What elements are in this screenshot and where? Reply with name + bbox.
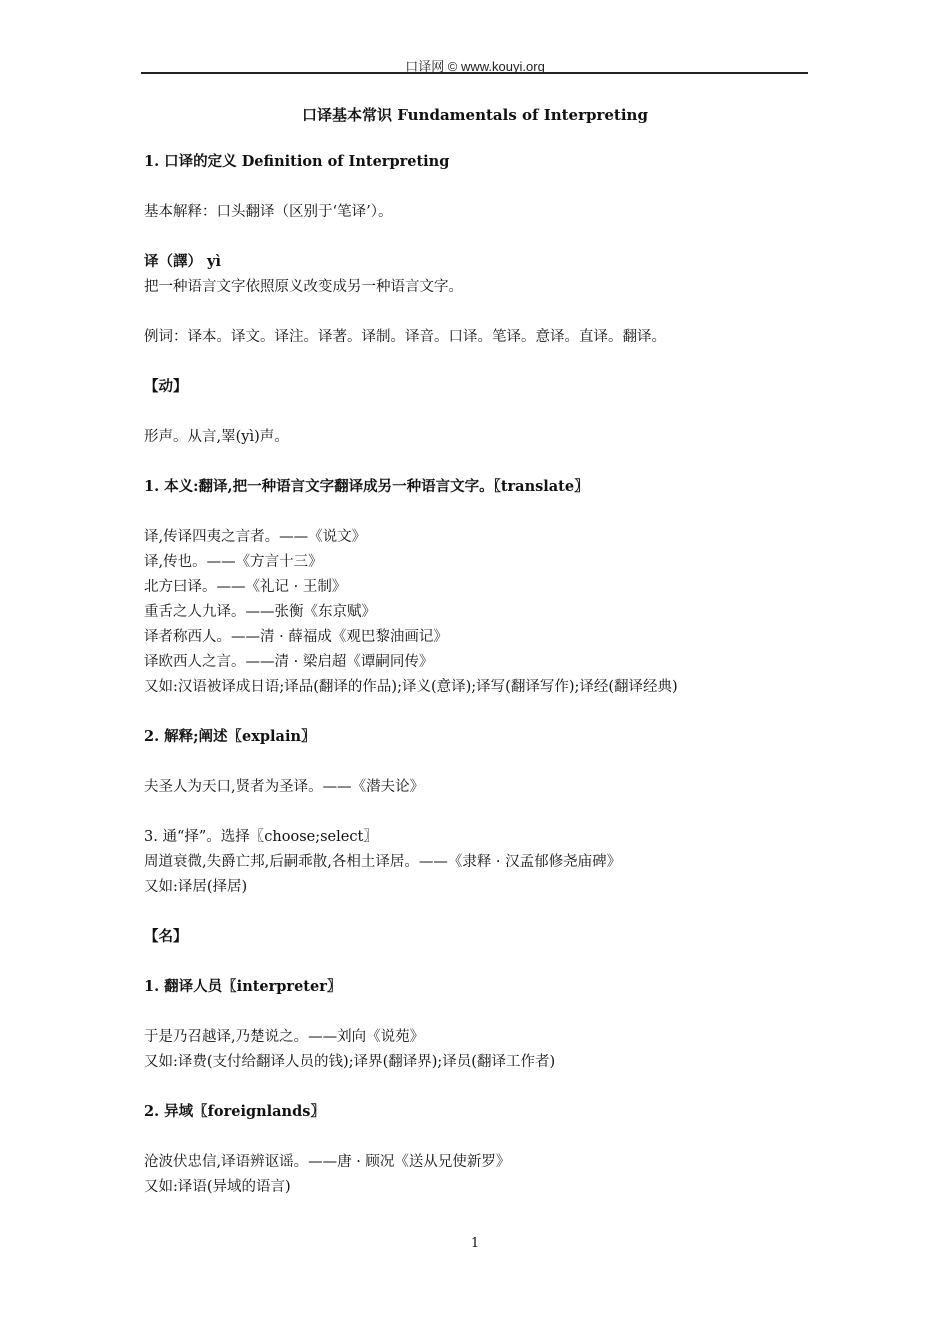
section-1-heading: 1. 口译的定义 Definition of Interpreting bbox=[144, 153, 450, 170]
verb-sense-2: 2. 解释;阐述〖explain〗 bbox=[144, 728, 316, 745]
quote-7: 夫圣人为天口,贤者为圣译。——《潜夫论》 bbox=[144, 779, 425, 795]
quote-3: 北方曰译。——《礼记 · 王制》 bbox=[144, 579, 347, 595]
verb-heading: 【动】 bbox=[144, 378, 188, 395]
page-number: 1 bbox=[470, 1236, 480, 1251]
quote-8: 周道衰微,失爵亡邦,后嗣乖散,各相土译居。——《隶释 · 汉孟郁修尧庙碑》 bbox=[144, 854, 622, 870]
also-2: 又如:译居(择居) bbox=[144, 879, 248, 895]
yi-definition: 把一种语言文字依照原义改变成另一种语言文字。 bbox=[144, 279, 463, 295]
document-title: 口译基本常识 Fundamentals of Interpreting bbox=[302, 106, 648, 124]
quote-6: 译欧西人之言。——清 · 梁启超《谭嗣同传》 bbox=[144, 654, 434, 670]
etymology: 形声。从言,睪(yì)声。 bbox=[144, 429, 289, 445]
also-4: 又如:译语(异域的语言) bbox=[144, 1179, 291, 1195]
quote-5: 译者称西人。——清 · 薛福成《观巴黎油画记》 bbox=[144, 629, 448, 645]
quote-9: 于是乃召越译,乃楚说之。——刘向《说苑》 bbox=[144, 1029, 425, 1045]
quote-10: 沧波伏忠信,译语辨讴谣。——唐 · 顾况《送从兄使新罗》 bbox=[144, 1154, 511, 1170]
basic-explanation: 基本解释：口头翻译（区别于‘笔译’）。 bbox=[144, 204, 393, 220]
header-rule bbox=[141, 72, 808, 74]
quote-2: 译,传也。——《方言十三》 bbox=[144, 554, 323, 570]
quote-1: 译,传译四夷之言者。——《说文》 bbox=[144, 529, 367, 545]
noun-heading: 【名】 bbox=[144, 928, 188, 945]
verb-sense-3: 3. 通“择”。选择〖choose;select〗 bbox=[144, 829, 378, 845]
page-header: 口译网 © www.kouyi.org bbox=[405, 59, 545, 74]
noun-sense-1: 1. 翻译人员〖interpreter〗 bbox=[144, 978, 342, 995]
also-1: 又如:汉语被译成日语;译品(翻译的作品);译义(意译);译写(翻译写作);译经(翻译经典) bbox=[144, 679, 678, 695]
noun-sense-2: 2. 异域〖foreignlands〗 bbox=[144, 1103, 325, 1120]
verb-sense-1: 1. 本义:翻译,把一种语言文字翻译成另一种语言文字。〖translate〗 bbox=[144, 478, 589, 495]
also-3: 又如:译费(支付给翻译人员的钱);译界(翻译界);译员(翻译工作者) bbox=[144, 1054, 556, 1070]
example-words: 例词：译本。译文。译注。译著。译制。译音。口译。笔译。意译。直译。翻译。 bbox=[144, 329, 666, 345]
yi-heading: 译（譯） yì bbox=[144, 253, 221, 270]
quote-4: 重舌之人九译。——张衡《东京赋》 bbox=[144, 604, 376, 620]
